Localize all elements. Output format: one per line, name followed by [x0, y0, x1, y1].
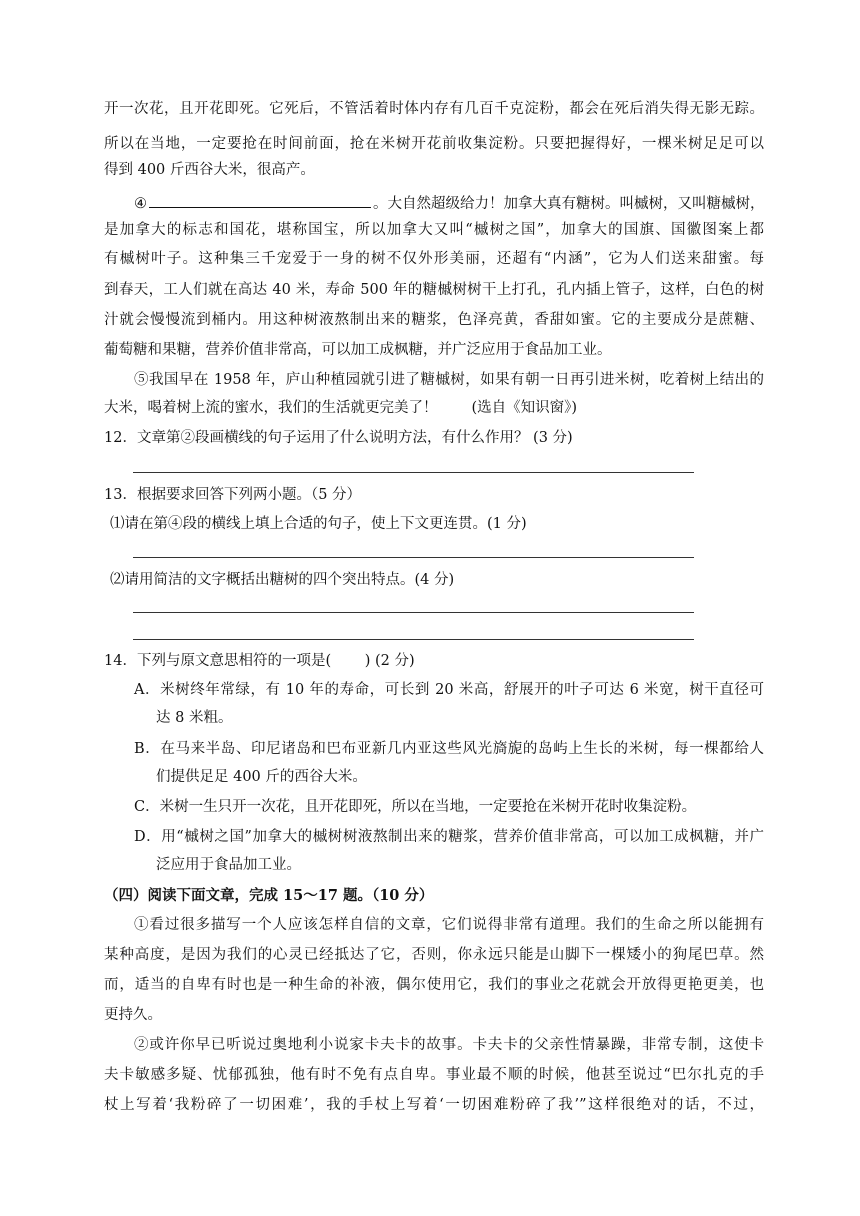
section-4-p1-line-3: 而，适当的自卑有时也是一种生命的补液，偶尔使用它，我们的事业之花就会开放得更艳更美，也 [104, 977, 764, 993]
passage-p3-line-1: 开一次花，且开花即死。它死后，不管活着时体内存有几百千克淀粉，都会在死后消失得无影无踪。 [104, 101, 764, 117]
passage-p4-line-6: 葡萄糖和果糖，营养价值非常高，可以加工成枫糖，并广泛应用于食品加工业。 [104, 342, 612, 358]
section-4-p2-line-1: ②或许你早已听说过奥地利小说家卡夫卡的故事。卡夫卡的父亲性情暴躁，非常专制，这使卡 [134, 1037, 764, 1053]
option-b-line-1: B．在马来半岛、印尼诸岛和巴布亚新几内亚这些风光旖旎的岛屿上生长的米树，每一棵都给人 [134, 741, 764, 757]
passage-p4-text: 。大自然超级给力！加拿大真有糖树。叫槭树，又叫糖槭树， [373, 196, 765, 212]
passage-p4-line-4: 到春天，工人们就在高达 40 米，寿命 500 年的糖槭树树干上打孔，孔内插上管子，这样，白色的树 [104, 282, 764, 298]
passage-p4-line-5: 汁就会慢慢流到桶内。用这种树液熬制出来的糖浆，色泽亮黄，香甜如蜜。它的主要成分是蔗糖、 [104, 312, 764, 328]
option-d-line-2: 泛应用于食品加工业。 [156, 857, 301, 873]
passage-p5-line-1: ⑤我国早在 1958 年，庐山种植园就引进了糖槭树，如果有朝一日再引进米树，吃着树上结出的 [134, 372, 764, 388]
question-14: 14．下列与原文意思相符的一项是( ) (2 分) [104, 653, 415, 669]
option-b-line-2: 们提供足足 400 斤的西谷大米。 [156, 769, 367, 785]
answer-line-q12[interactable] [133, 472, 694, 473]
passage-p3-line-2: 所以在当地，一定要抢在时间前面，抢在米树开花前收集淀粉。只要把握得好，一棵米树足足可以 [104, 136, 764, 152]
source-citation: (选自《知识窗》) [471, 400, 578, 416]
passage-p3-line-3: 得到 400 斤西谷大米，很高产。 [104, 162, 315, 178]
section-4-p1-line-1: ①看过很多描写一个人应该怎样自信的文章，它们说得非常有道理。我们的生命之所以能拥有 [134, 917, 764, 933]
answer-line-q13-1[interactable] [133, 557, 694, 558]
section-4-p1-line-4: 更持久。 [104, 1007, 162, 1023]
passage-p4-line-1 [134, 193, 764, 214]
section-4-heading: （四）阅读下面文章，完成 15～17 题。（10 分） [104, 887, 434, 904]
section-4-p2-line-3: 杖上写着‘我粉碎了一切困难’，我的手杖上写着‘一切困难粉碎了我’”这样很绝对的话，不过， [104, 1097, 764, 1113]
passage-p5-text: 大米，喝着树上流的蜜水，我们的生活就更完美了！ [104, 400, 438, 416]
section-4-p1-line-2: 某种高度，是因为我们的心灵已经抵达了它，否则，你永远只能是山脚下一棵矮小的狗尾巴草。然 [104, 947, 764, 963]
fill-in-blank[interactable] [149, 193, 371, 208]
passage-p4-line-2: 是加拿大的标志和国花，堪称国宝，所以加拿大又叫“槭树之国”，加拿大的国旗、国徽图案上都 [104, 222, 764, 238]
answer-line-q13-2a[interactable] [133, 612, 694, 613]
question-13: 13．根据要求回答下列两小题。（5 分） [104, 487, 362, 503]
question-13-2: ⑵请用简洁的文字概括出糖树的四个突出特点。(4 分) [110, 572, 455, 588]
passage-p5-line-2 [104, 398, 764, 418]
passage-p4-line-3: 有槭树叶子。这种集三千宠爱于一身的树不仅外形美丽，还超有“内涵”，它为人们送来甜蜜。每 [104, 251, 764, 267]
question-13-1: ⑴请在第④段的横线上填上合适的句子，使上下文更连贯。(1 分) [110, 516, 527, 532]
paragraph-number: ④ [134, 196, 147, 212]
option-d-line-1: D．用“槭树之国”加拿大的槭树树液熬制出来的糖浆，营养价值非常高，可以加工成枫糖，并广 [134, 829, 764, 845]
question-12: 12．文章第②段画横线的句子运用了什么说明方法，有什么作用？ (3 分) [104, 430, 573, 446]
option-c-line-1: C．米树一生只开一次花，且开花即死，所以在当地，一定要抢在米树开花时收集淀粉。 [134, 799, 697, 815]
option-a-line-1: A．米树终年常绿，有 10 年的寿命，可长到 20 米高，舒展开的叶子可达 6 米宽，树干直径可 [134, 682, 764, 698]
option-a-line-2: 达 8 米粗。 [156, 710, 233, 726]
section-4-p2-line-2: 夫卡敏感多疑、忧郁孤独，他有时不免有点自卑。事业最不顺的时候，他甚至说过“巴尔扎克的手 [104, 1067, 764, 1083]
answer-line-q13-2b[interactable] [133, 639, 694, 640]
